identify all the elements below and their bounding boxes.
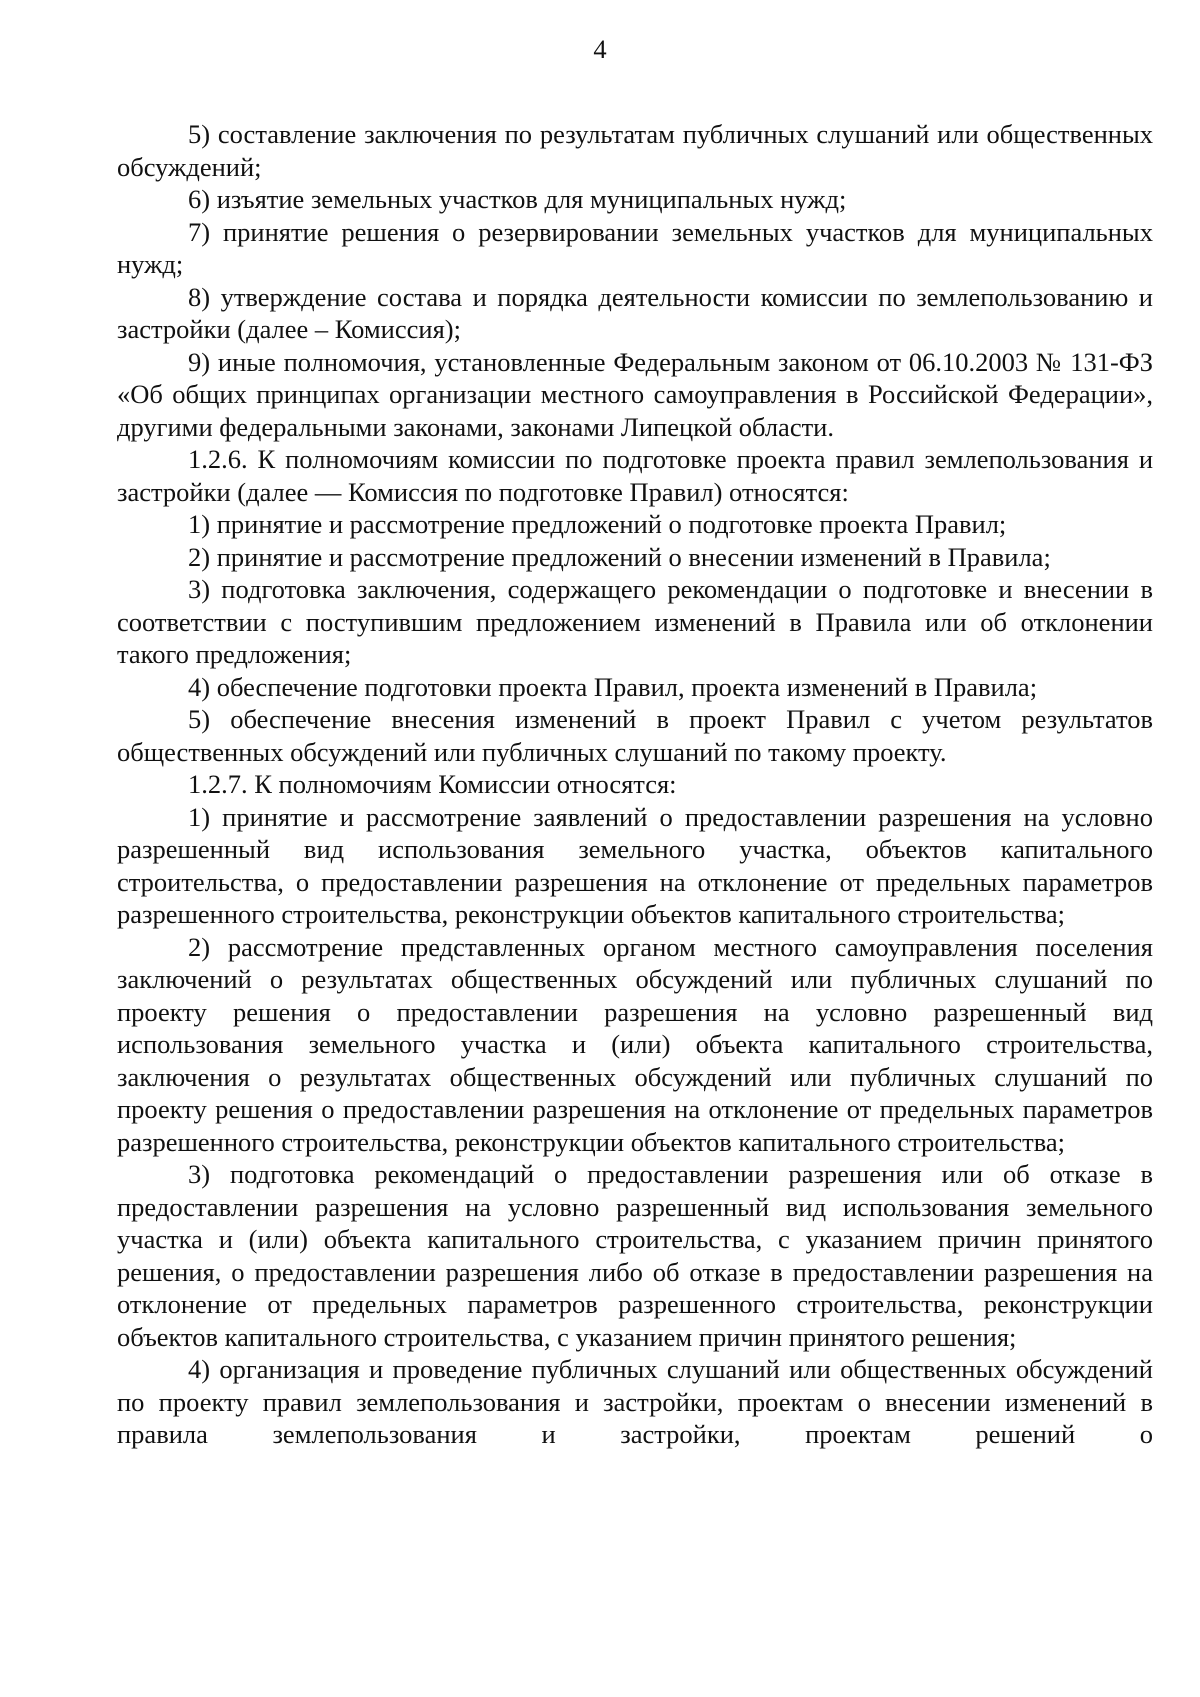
paragraph: 6) изъятие земельных участков для муниципальных нужд; xyxy=(188,184,847,214)
paragraph: 4) обеспечение подготовки проекта Правил, проекта изменений в Правила; xyxy=(188,671,1038,702)
page-number: 4 xyxy=(593,34,607,64)
paragraph: 1.2.6. К полномочиям комиссии по подготовке проекта правил землепользования и застройки (далее — Комиссия по подготовке Правил) относятся: xyxy=(117,444,1153,507)
paragraph: 5) обеспечение внесения изменений в проект Правил с учетом результатов общественных обсуждений или публичных слушаний по такому проекту. xyxy=(117,704,1153,767)
paragraph: 9) иные полномочия, установленные Федеральным законом от 06.10.2003 № 131-ФЗ «Об общих принципах организации местного самоуправления в Российской Федерации», другими федеральными законами, законами Липецкой области. xyxy=(117,346,1153,442)
paragraph: 3) подготовка рекомендаций о предоставлении разрешения или об отказе в предоставлении разрешения на условно разрешенный вид использования земельного участка и (или) объекта капитального строительства, с указанием причин принятого решения, о предоставлении разрешения либо об отказе в предоставлении разрешения на отклонение от предельных параметров разрешенного строительства, реконструкции объектов капитального строительства, с указанием причин принятого решения; xyxy=(117,1159,1153,1352)
paragraph: 1) принятие и рассмотрение предложений о подготовке проекта Правил; xyxy=(188,509,1007,539)
paragraph: 5) составление заключения по результатам публичных слушаний или общественных обсуждений; xyxy=(117,119,1153,182)
paragraph: 4) организация и проведение публичных слушаний или общественных обсуждений по проекту правил землепользования и застройки, проектам о внесении изменений в правила землепользования и застройки, проектам решений о xyxy=(117,1354,1153,1449)
paragraph: 8) утверждение состава и порядка деятельности комиссии по землепользованию и застройки (далее – Комиссия); xyxy=(117,281,1153,344)
document-body xyxy=(117,118,1153,1451)
paragraph: 2) рассмотрение представленных органом местного самоуправления поселения заключений о результатах общественных обсуждений или публичных слушаний по проекту решения о предоставлении разрешения на условно разрешенный вид использования земельного участка и (или) объекта капитального строительства, заключения о результатах общественных обсуждений или публичных слушаний по проекту решения о предоставлении разрешения на отклонение от предельных параметров разрешенного строительства, реконструкции объектов капитального строительства; xyxy=(117,931,1153,1157)
paragraph: 3) подготовка заключения, содержащего рекомендации о подготовке и внесении в соответствии с поступившим предложением изменений в Правила или об отклонении такого предложения; xyxy=(117,574,1153,669)
paragraph: 2) принятие и рассмотрение предложений о внесении изменений в Правила; xyxy=(188,541,1051,572)
paragraph: 7) принятие решения о резервировании земельных участков для муниципальных нужд; xyxy=(117,216,1153,279)
paragraph: 1) принятие и рассмотрение заявлений о предоставлении разрешения на условно разрешенный вид использования земельного участка, объектов капитального строительства, о предоставлении разрешения на отклонение от предельных параметров разрешенного строительства, реконструкции объектов капитального строительства; xyxy=(117,801,1153,929)
paragraph: 1.2.7. К полномочиям Комиссии относятся: xyxy=(188,769,677,799)
